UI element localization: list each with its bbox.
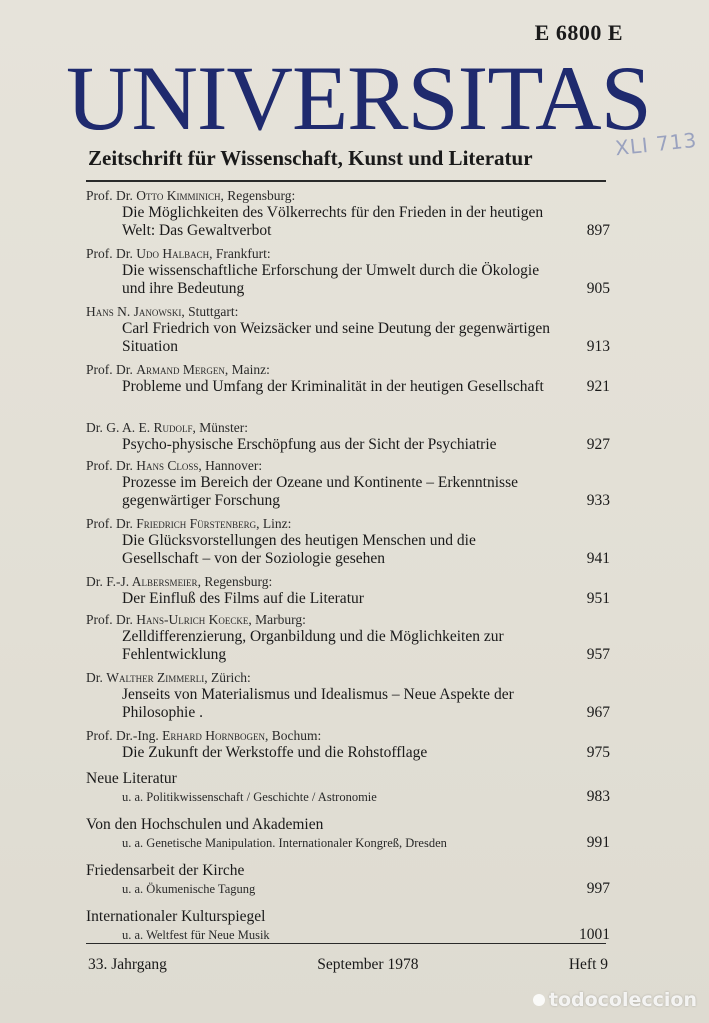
toc-entry	[86, 187, 610, 245]
toc-entry	[86, 419, 610, 457]
article-line	[86, 628, 610, 664]
article-line	[86, 532, 610, 568]
article-line	[86, 204, 610, 240]
article-title: Zelldifferenzierung, Organbildung und die Möglichkeiten zur Fehlentwicklung	[122, 628, 504, 663]
table-of-contents	[86, 187, 610, 951]
page-number: 997	[586, 880, 610, 897]
page-number: 991	[586, 834, 610, 851]
article-line	[86, 590, 610, 608]
article-title: Prozesse im Bereich der Ozeane und Kontinente – Erkenntnisse gegenwärtiger Forschung	[122, 474, 518, 509]
page-number: 913	[586, 338, 610, 355]
article-title: Die Glücksvorstellungen des heutigen Menschen und die Gesellschaft – von der Soziologie gesehen	[122, 532, 476, 567]
author-line: Prof. Dr. Hans-Ulrich Koecke, Marburg:	[86, 612, 306, 627]
toc-entry	[86, 303, 610, 361]
section-detail: u. a. Weltfest für Neue Musik	[122, 928, 270, 942]
article-title: Der Einfluß des Films auf die Literatur	[122, 590, 364, 607]
section-title: Friedensarbeit der Kirche	[86, 862, 245, 879]
author-line: Prof. Dr. Hans Closs, Hannover:	[86, 458, 263, 473]
article-line	[86, 686, 610, 722]
issue-date: September 1978	[317, 956, 419, 973]
watermark-logo-icon	[533, 994, 545, 1006]
volume-label: 33. Jahrgang	[88, 956, 167, 973]
author-line: Prof. Dr. Otto Kimminich, Regensburg:	[86, 188, 296, 203]
page-number: 897	[586, 222, 610, 239]
article-line	[86, 378, 610, 396]
section-detail: u. a. Ökumenische Tagung	[122, 882, 256, 896]
toc-entry	[86, 457, 610, 515]
article-line	[86, 474, 610, 510]
page-number: 983	[586, 788, 610, 805]
section-line	[86, 835, 610, 851]
toc-entry	[86, 611, 610, 669]
article-title: Jenseits von Materialismus und Idealismus – Neue Aspekte der Philosophie .	[122, 686, 514, 721]
page-number: 967	[586, 704, 610, 721]
section-detail: u. a. Politikwissenschaft / Geschichte / Astronomie	[122, 790, 377, 804]
page-number: 957	[586, 646, 610, 663]
footer-rule	[86, 943, 606, 944]
toc-entry	[86, 669, 610, 727]
toc-section	[86, 907, 610, 951]
header-rule	[86, 180, 606, 182]
author-line: Dr. G. A. E. Rudolf, Münster:	[86, 420, 249, 435]
author-line: Prof. Dr.-Ing. Erhard Hornbogen, Bochum:	[86, 728, 322, 743]
toc-section	[86, 815, 610, 859]
page-number: 927	[586, 436, 610, 453]
section-line	[86, 789, 610, 805]
handwritten-note: XLI 713	[613, 127, 699, 161]
page-number: 951	[586, 590, 610, 607]
toc-entry	[86, 727, 610, 767]
author-line: Dr. Walther Zimmerli, Zürich:	[86, 670, 251, 685]
page-number: 921	[586, 378, 610, 395]
author-line: Prof. Dr. Friedrich Fürstenberg, Linz:	[86, 516, 292, 531]
author-line: Prof. Dr. Armand Mergen, Mainz:	[86, 362, 270, 377]
watermark-text: todocoleccion	[548, 989, 697, 1011]
issue-number: Heft 9	[568, 956, 608, 973]
masthead-subtitle: Zeitschrift für Wissenschaft, Kunst und Literatur	[88, 146, 533, 170]
article-line	[86, 436, 610, 454]
article-line	[86, 262, 610, 298]
page-number: 975	[586, 744, 610, 761]
author-line: Prof. Dr. Udo Halbach, Frankfurt:	[86, 246, 271, 261]
toc-entry	[86, 245, 610, 303]
toc-section	[86, 861, 610, 905]
page-number: 933	[586, 492, 610, 509]
page-number: 905	[586, 280, 610, 297]
toc-entry	[86, 515, 610, 573]
article-title: Carl Friedrich von Weizsäcker und seine Deutung der gegenwärtigen Situation	[122, 320, 551, 355]
article-line	[86, 320, 610, 356]
toc-entry	[86, 573, 610, 611]
section-detail: u. a. Genetische Manipulation. Internationaler Kongreß, Dresden	[122, 836, 447, 850]
catalog-code: E 6800 E	[534, 20, 623, 45]
masthead-title: UNIVERSITAS	[66, 47, 651, 149]
section-title: Von den Hochschulen und Akademien	[86, 816, 324, 833]
page-number: 1001	[579, 926, 610, 943]
toc-entry	[86, 361, 610, 419]
watermark	[533, 989, 697, 1011]
author-line: Dr. F.-J. Albersmeier, Regensburg:	[86, 574, 273, 589]
section-title: Internationaler Kulturspiegel	[86, 908, 266, 925]
footer	[88, 956, 608, 974]
author-line: Hans N. Janowski, Stuttgart:	[86, 304, 239, 319]
page-number: 941	[586, 550, 610, 567]
section-line	[86, 881, 610, 897]
article-title: Die Zukunft der Werkstoffe und die Rohstofflage	[122, 744, 428, 761]
article-title: Psycho-physische Erschöpfung aus der Sicht der Psychiatrie	[122, 436, 497, 453]
toc-section	[86, 769, 610, 813]
article-title: Die wissenschaftliche Erforschung der Umwelt durch die Ökologie und ihre Bedeutung	[122, 262, 540, 297]
article-title: Probleme und Umfang der Kriminalität in der heutigen Gesellschaft	[122, 378, 544, 395]
section-line	[86, 927, 610, 943]
section-title: Neue Literatur	[86, 770, 177, 787]
article-line	[86, 744, 610, 762]
article-title: Die Möglichkeiten des Völkerrechts für den Frieden in der heutigen Welt: Das Gewaltverbot	[122, 204, 544, 239]
